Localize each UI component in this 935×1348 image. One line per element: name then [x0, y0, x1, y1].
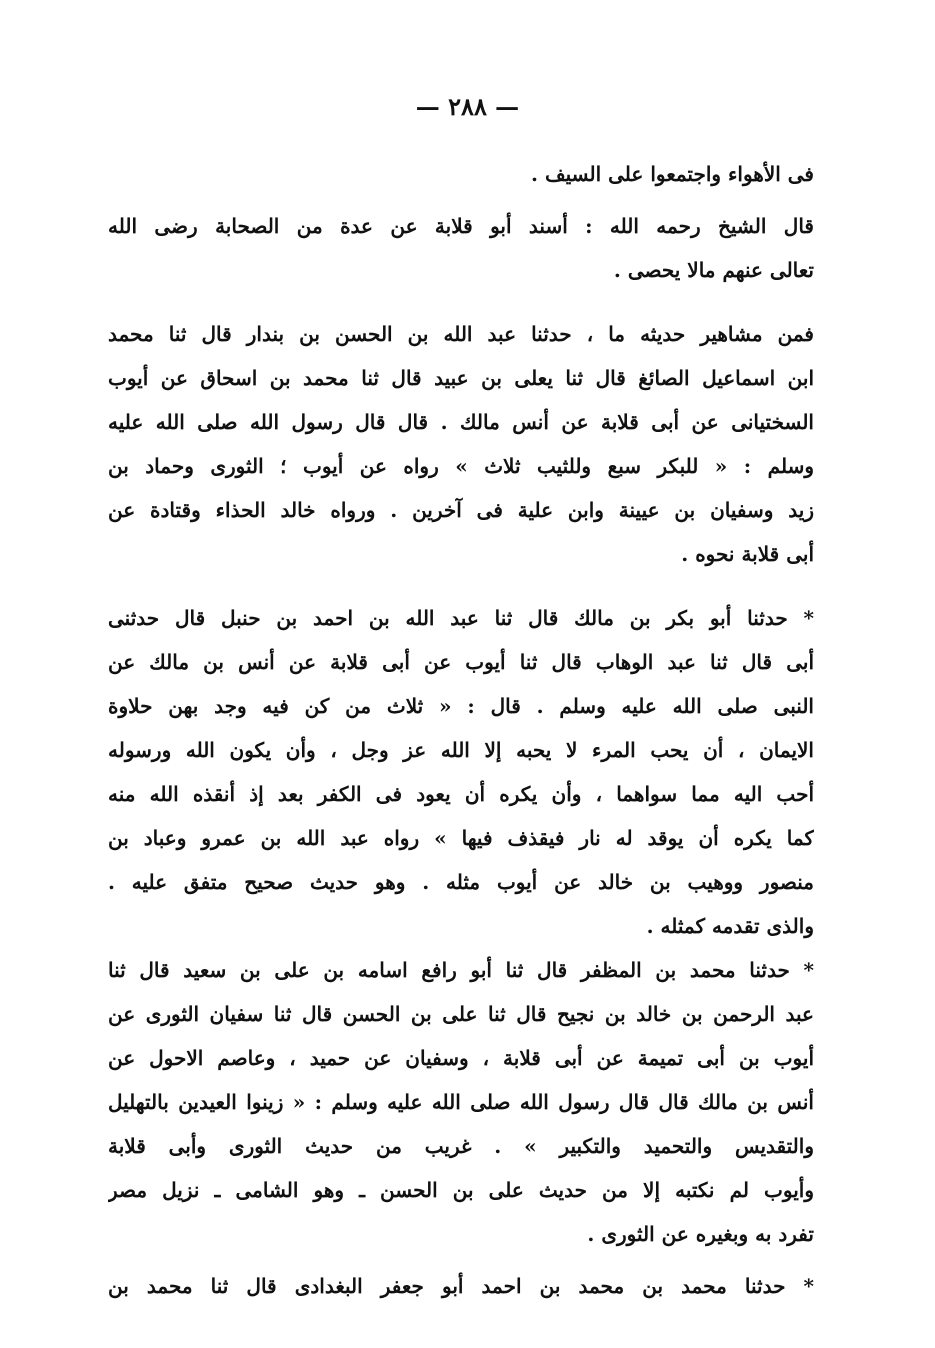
text-line: أبى قلابة نحوه .: [681, 542, 814, 566]
text-line: فمن مشاهير حديثه ما ، حدثنا عبد الله بن الحسن بن بندار قال ثنا محمد: [108, 322, 814, 346]
text-line: تعالى عنهم مالا يحصى .: [613, 258, 814, 282]
text-line: وسلم : « للبكر سبع وللثيب ثلاث » رواه عن أيوب ؛ الثورى وحماد بن: [108, 454, 814, 478]
paragraph-hadith-1: [108, 312, 814, 576]
text-line: زيد وسفيان بن عيينة وابن علية فى آخرين . ورواه خالد الحذاء وقتادة عن: [108, 498, 814, 522]
text-line: وأيوب لم نكتبه إلا من حديث على بن الحسن ـ وهو الشامى ـ نزيل مصر: [108, 1178, 814, 1202]
paragraph-intro-tail: [108, 152, 814, 196]
text-line: أيوب بن أبى تميمة عن أبى قلابة ، وسفيان عن حميد ، وعاصم الاحول عن: [108, 1046, 814, 1070]
text-line: * حدثنا محمد بن محمد بن احمد أبو جعفر البغدادى قال ثنا محمد بن: [108, 1274, 814, 1298]
text-line: ابن اسماعيل الصائغ قال ثنا يعلى بن عبيد قال ثنا محمد بن اسحاق عن أيوب: [108, 366, 814, 390]
text-line: منصور ووهيب بن خالد عن أيوب مثله . وهو حديث صحيح متفق عليه .: [108, 870, 814, 894]
text-line: النبى صلى الله عليه وسلم . قال : « ثلاث من كن فيه وجد بهن حلاوة: [108, 694, 814, 718]
paragraph-hadith-4: [108, 1264, 814, 1308]
text-line: والذى تقدمه كمثله .: [646, 914, 814, 938]
text-line: * حدثنا أبو بكر بن مالك قال ثنا عبد الله بن احمد بن حنبل قال حدثنى: [108, 606, 814, 630]
text-line: أحب اليه مما سواهما ، وأن يكره أن يعود فى الكفر بعد إذ أنقذه الله منه: [108, 782, 814, 806]
text-line: أبى قال ثنا عبد الوهاب قال ثنا أيوب عن أبى قلابة عن أنس بن مالك عن: [108, 650, 814, 674]
text-line: * حدثنا محمد بن المظفر قال ثنا أبو رافع اسامه بن على بن سعيد قال ثنا: [108, 958, 814, 982]
text-line: السختيانى عن أبى قلابة عن أنس مالك . قال قال رسول الله صلى الله عليه: [108, 410, 814, 434]
text-line: عبد الرحمن بن خالد بن نجيح قال ثنا على بن الحسن قال ثنا سفيان الثورى عن: [108, 1002, 814, 1026]
paragraph-hadith-2: [108, 596, 814, 948]
paragraph-hadith-3: [108, 948, 814, 1256]
text-line: قال الشيخ رحمه الله : أسند أبو قلابة عن عدة من الصحابة رضى الله: [108, 214, 814, 238]
text-line: فى الأهواء واجتمعوا على السيف .: [531, 162, 814, 186]
text-line: كما يكره أن يوقد له نار فيقذف فيها » رواه عبد الله بن عمرو وعباد بن: [108, 826, 814, 850]
text-line: والتقديس والتحميد والتكبير » . غريب من حديث الثورى وأبى قلابة: [108, 1134, 814, 1158]
paragraph-shaykh-note: [108, 204, 814, 292]
text-line: تفرد به وبغيره عن الثورى .: [587, 1222, 814, 1246]
text-line: الايمان ، أن يحب المرء لا يحبه إلا الله عز وجل ، وأن يكون الله ورسوله: [108, 738, 814, 762]
page-number: — ٢٨٨ —: [415, 92, 520, 121]
text-line: أنس بن مالك قال قال رسول الله صلى الله عليه وسلم : « زينوا العيدين بالتهليل: [108, 1090, 814, 1114]
page-content: [108, 152, 814, 1308]
